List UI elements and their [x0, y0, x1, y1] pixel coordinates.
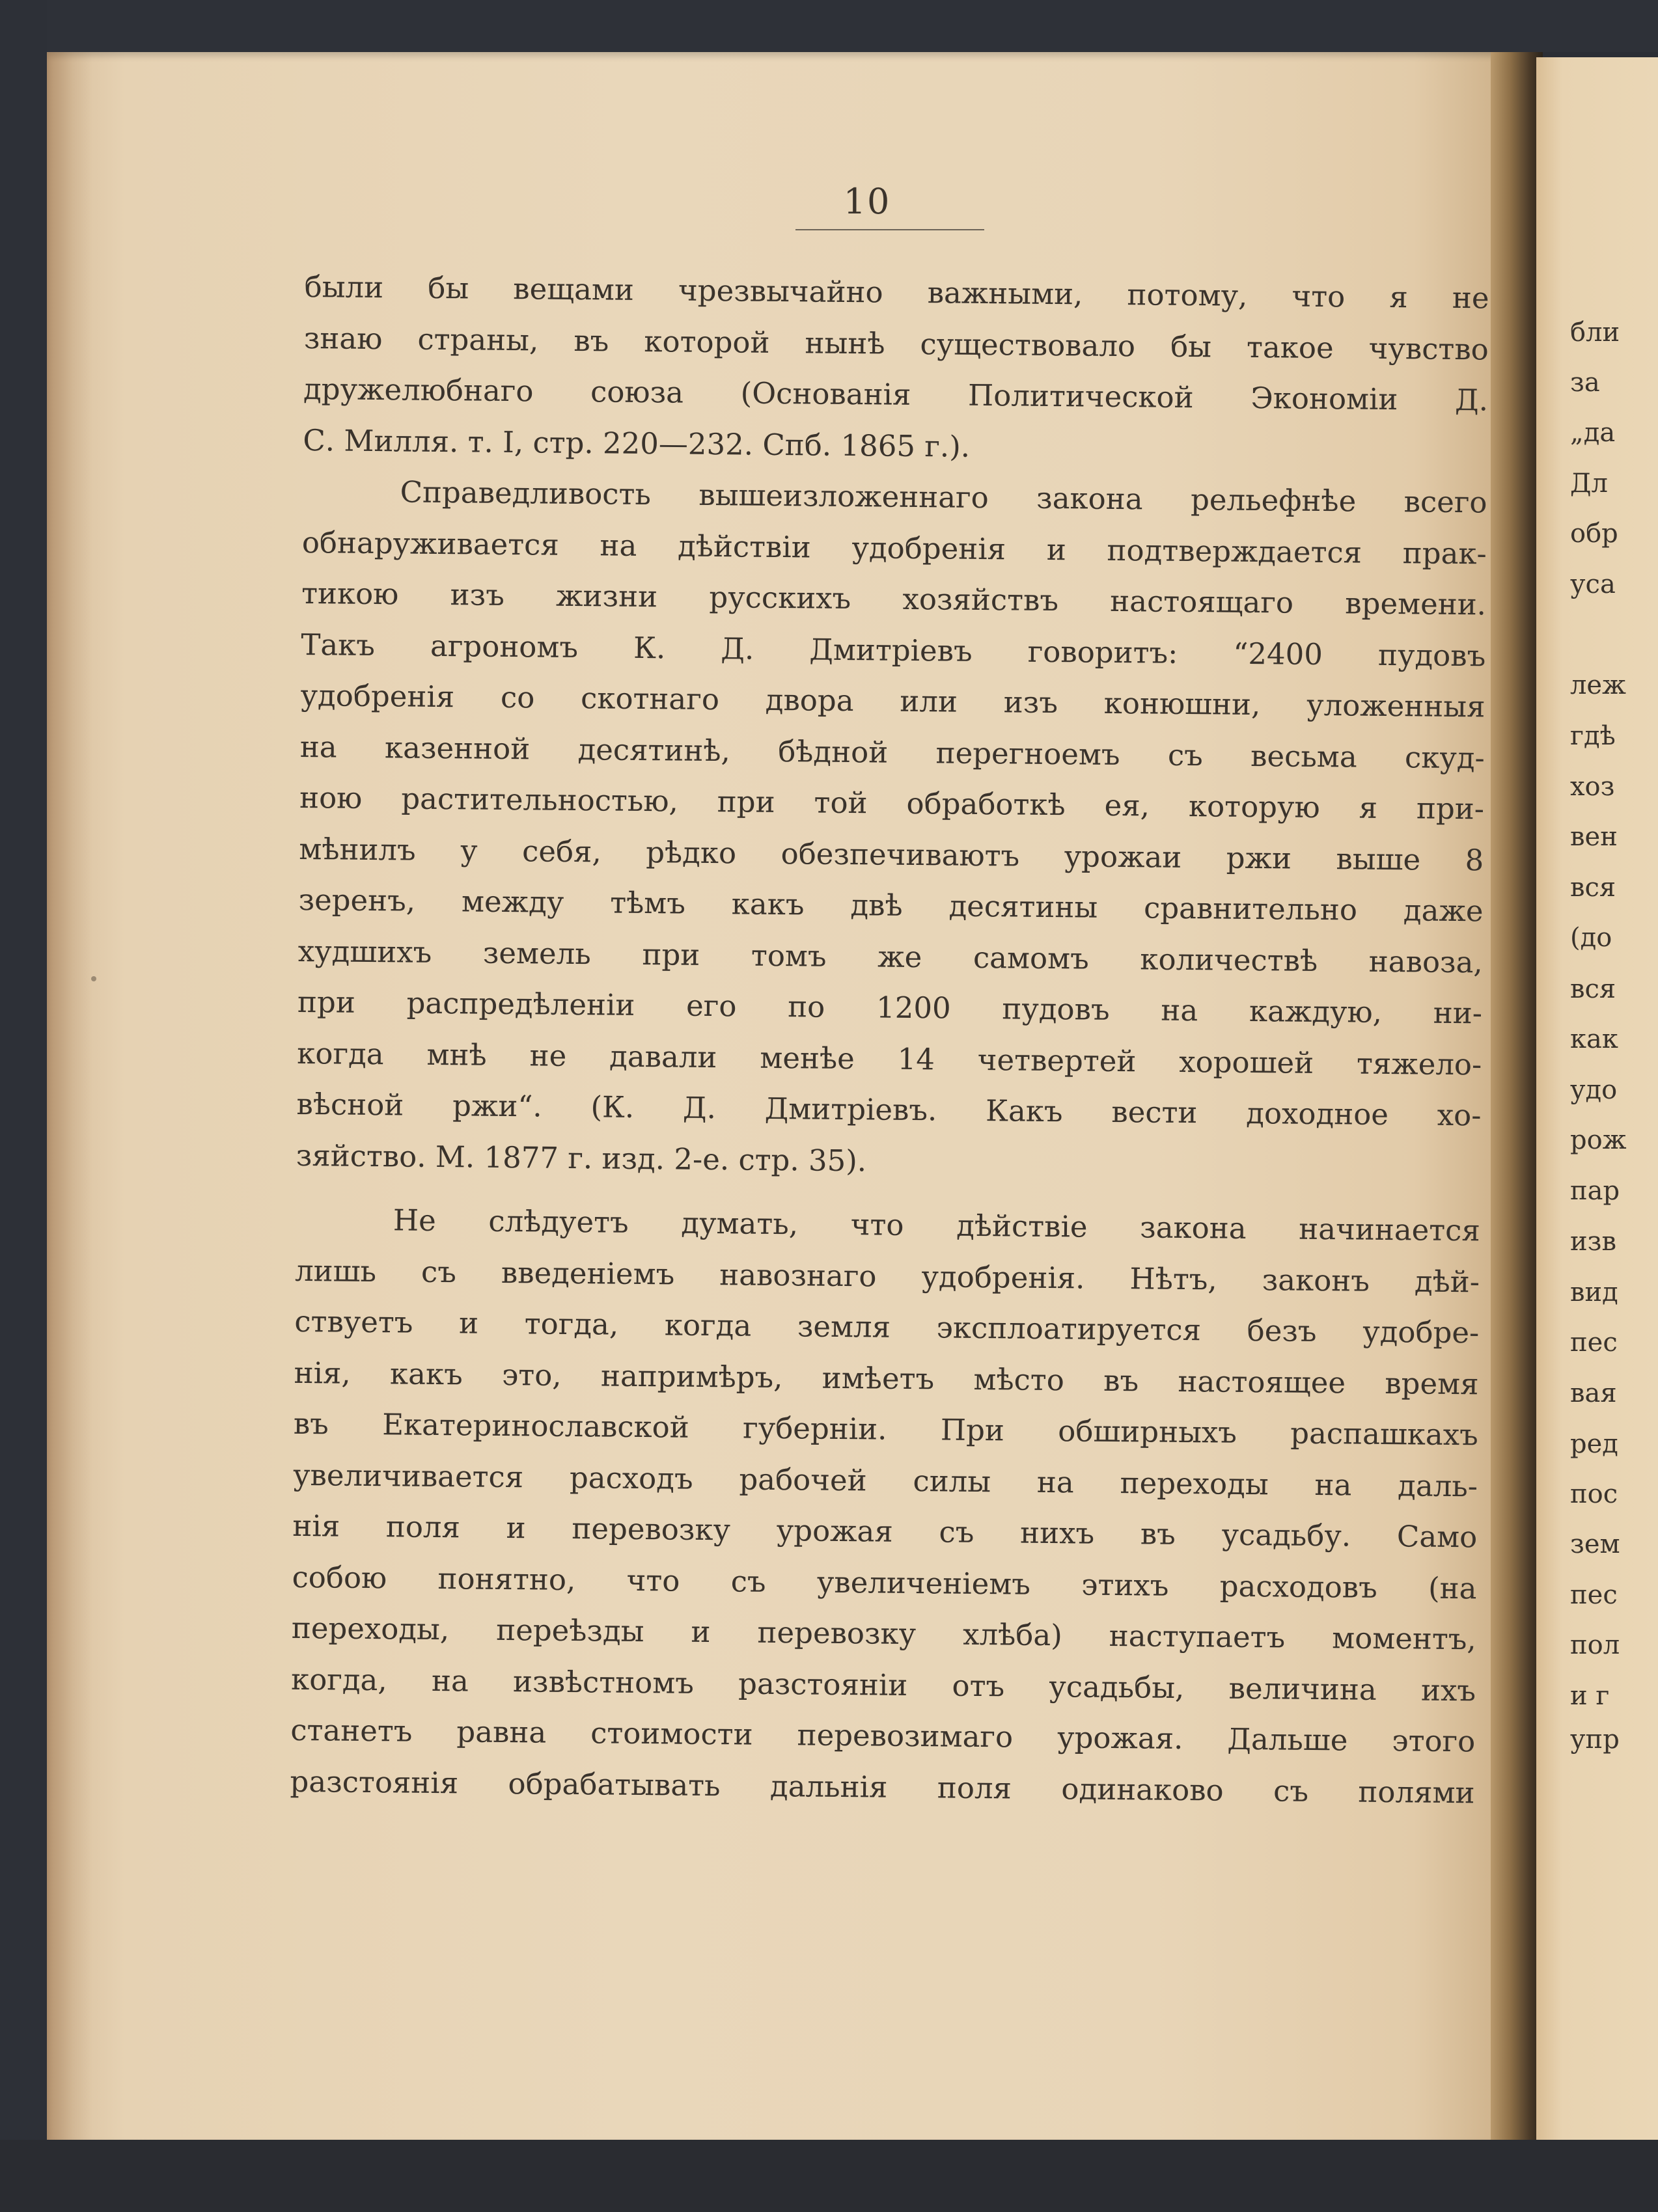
right-page-fragment: рож — [1570, 1125, 1627, 1155]
right-page-fragment: изв — [1570, 1227, 1616, 1257]
right-page-fragment: (до — [1570, 923, 1612, 953]
paragraph-first-line: Справедливость вышеизложеннаго закона рельефнѣе всего — [400, 474, 1487, 520]
right-page-fragment: удо — [1570, 1075, 1618, 1105]
right-page-fragment: пол — [1570, 1630, 1620, 1660]
text-line: нія, какъ это, напримѣръ, имѣетъ мѣсто въ настоящее время — [294, 1355, 1479, 1401]
scanner-background-left — [0, 0, 47, 2212]
text-line: удобренія со скотнаго двора или изъ конюшни, уложенныя — [300, 677, 1485, 724]
right-page-fragment: пар — [1570, 1176, 1620, 1206]
scanner-background-bottom — [0, 2140, 1658, 2212]
right-page-fragment: вид — [1570, 1277, 1618, 1307]
scanner-background-top — [0, 0, 1658, 52]
right-page-fragment: уса — [1570, 569, 1616, 599]
margin-speck — [91, 976, 96, 981]
text-line: мѣнилъ у себя, рѣдко обезпечиваютъ урожаи ржи выше 8 — [299, 831, 1484, 877]
right-page-fragment: вся — [1570, 974, 1616, 1004]
text-line: на казенной десятинѣ, бѣдной перегноемъ съ весьма скуд- — [299, 729, 1485, 775]
text-line: ною растительностью, при той обработкѣ ея, которую я при- — [299, 780, 1485, 826]
text-line: тикою изъ жизни русскихъ хозяйствъ настоящаго времени. — [301, 575, 1487, 622]
text-line: когда, на извѣстномъ разстояніи отъ усадьбы, величина ихъ — [290, 1661, 1476, 1708]
book-gutter-shadow — [1491, 52, 1543, 2140]
right-page-fragment: пес — [1570, 1580, 1618, 1610]
right-page-fragment: гдѣ — [1570, 721, 1616, 751]
page-number-rule — [795, 229, 984, 230]
right-page-fragment: хоз — [1570, 772, 1615, 802]
text-line: переходы, переѣзды и перевозку хлѣба) наступаетъ моментъ, — [291, 1610, 1477, 1657]
right-page-fragment: Дл — [1570, 469, 1608, 498]
text-line: Такъ агрономъ К. Д. Дмитріевъ говоритъ: “2400 пудовъ — [301, 627, 1486, 673]
text-line: худшихъ земель при томъ же самомъ количествѣ навоза, — [297, 933, 1484, 979]
text-line: при распредѣленіи его по 1200 пудовъ на каждую, ни- — [297, 984, 1483, 1031]
right-page-fragment: как — [1570, 1024, 1618, 1054]
text-line: увеличивается расходъ рабочей силы на переходы на даль- — [292, 1457, 1478, 1503]
text-line: ствуетъ и тогда, когда земля эксплоатируется безъ удобре- — [294, 1304, 1480, 1350]
text-line: С. Милля. т. I, стр. 220—232. Спб. 1865 г.). — [303, 422, 971, 464]
text-line: нія поля и перевозку урожая съ нихъ въ усадьбу. Само — [292, 1508, 1478, 1555]
right-page-fragment: бли — [1570, 318, 1620, 348]
text-line: были бы вещами чрезвычайно важными, потому, что я не — [304, 269, 1489, 316]
right-page-fragment: ред — [1570, 1429, 1618, 1459]
right-page-fragment: „да — [1570, 418, 1616, 448]
page-number: 10 — [843, 181, 891, 222]
right-page-fragment: и г — [1570, 1681, 1610, 1711]
text-line: разстоянія обрабатывать дальнія поля одинаково съ полями — [290, 1764, 1475, 1810]
text-line: лишь съ введеніемъ навознаго удобренія. Нѣтъ, законъ дѣй- — [294, 1253, 1480, 1299]
text-line: зеренъ, между тѣмъ какъ двѣ десятины сравнительно даже — [298, 882, 1484, 929]
text-line: когда мнѣ не давали менѣе 14 четвертей хорошей тяжело- — [297, 1035, 1482, 1082]
right-page-fragment: пес — [1570, 1328, 1618, 1358]
text-line: станетъ равна стоимости перевозимаго урожая. Дальше этого — [290, 1712, 1476, 1759]
right-page-fragment: зем — [1570, 1529, 1620, 1559]
right-page-fragment: леж — [1570, 670, 1626, 700]
right-page-fragment: вен — [1570, 822, 1618, 852]
text-line: знаю страны, въ которой нынѣ существовало бы такое чувство — [303, 320, 1489, 366]
right-page-fragment: за — [1570, 368, 1600, 398]
right-page-fragment: упр — [1570, 1725, 1620, 1755]
text-line: дружелюбнаго союза (Основанія Политической Экономіи Д. — [303, 371, 1489, 418]
right-page-fragment: обр — [1570, 519, 1618, 549]
right-page-fragment: пос — [1570, 1479, 1618, 1509]
text-line: вѣсной ржи“. (К. Д. Дмитріевъ. Какъ вести доходное хо- — [296, 1086, 1482, 1133]
text-line: собою понятно, что съ увеличеніемъ этихъ расходовъ (на — [292, 1559, 1477, 1605]
right-page-fragment: вся — [1570, 873, 1616, 903]
text-line: зяйство. М. 1877 г. изд. 2-е. стр. 35). — [296, 1138, 867, 1178]
right-page-fragment: вая — [1570, 1378, 1617, 1408]
paragraph-first-line: Не слѣдуетъ думать, что дѣйствіе закона начинается — [393, 1203, 1481, 1248]
page-body-text — [290, 262, 1489, 1818]
text-line: обнаруживается на дѣйствіи удобренія и подтверждается прак- — [301, 525, 1487, 571]
text-line: въ Екатеринославской губерніи. При обширныхъ распашкахъ — [293, 1406, 1479, 1453]
